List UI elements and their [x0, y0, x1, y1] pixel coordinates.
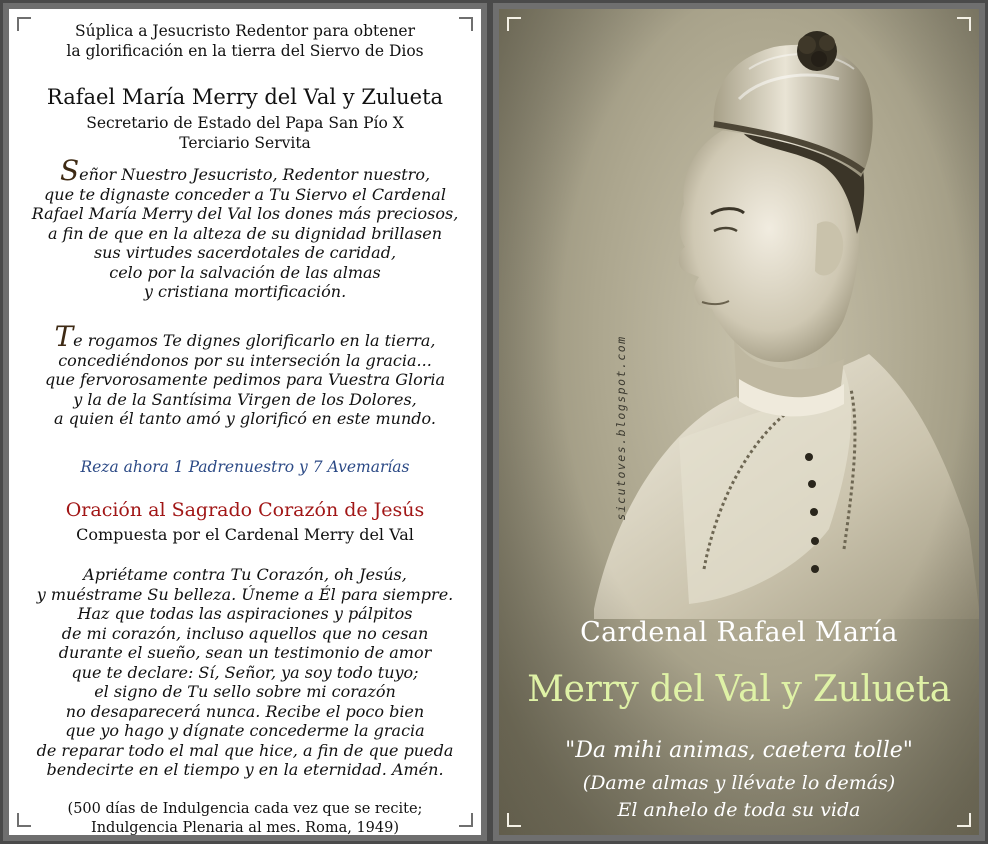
intro-line: Súplica a Jesucristo Redentor para obtener	[74, 22, 416, 40]
intro-text	[9, 21, 481, 61]
footnote-line: (500 días de Indulgencia cada vez que se recite;	[67, 801, 423, 817]
subtitle-line: Secretario de Estado del Papa San Pío X	[86, 114, 404, 132]
cardinal-portrait	[499, 9, 979, 835]
supplication-prayer	[9, 154, 481, 302]
portrait-card-frame	[493, 3, 985, 841]
drop-cap: S	[59, 154, 80, 187]
prayer-line: a quien él tanto amó y glorificó en este mundo.	[54, 409, 436, 428]
cardinal-title: Cardenal Rafael María	[580, 617, 898, 648]
prayer-line: Te rogamos Te dignes glorificarlo en la tierra,	[54, 320, 436, 353]
prayer-line: y la de la Santísima Virgen de los Dolores,	[73, 389, 417, 409]
prayer-line: concediéndonos por su interseción la gracia...	[58, 350, 432, 370]
prayer-line: Haz que todas las aspiraciones y pálpitos	[77, 604, 413, 623]
cardinal-name: Merry del Val y Zulueta	[527, 669, 951, 710]
sacred-heart-prayer-title: Oración al Sagrado Corazón de Jesús	[65, 499, 425, 521]
prayer-card	[9, 9, 481, 835]
prayer-line: que fervorosamente pedimos para Vuestra Gloria	[44, 370, 446, 389]
servant-name: Rafael María Merry del Val y Zulueta	[46, 85, 444, 109]
corner-ornament	[507, 17, 521, 31]
prayer-line: que te dignaste conceder a Tu Siervo el Cardenal	[44, 184, 446, 204]
prayer-line: de mi corazón, incluso aquellos que no cesan	[61, 623, 429, 643]
motto-translation: (Dame almas y llévate lo demás)	[582, 772, 896, 794]
prayer-line: Apriétame contra Tu Corazón, oh Jesús,	[83, 565, 407, 584]
blog-watermark: sicutoves.blogspot.com	[614, 335, 628, 521]
prayer-line: de reparar todo el mal que hice, a fin de que pueda	[36, 740, 454, 760]
drop-cap: T	[54, 320, 74, 353]
portrait-card	[499, 9, 979, 835]
sacred-heart-prayer-author: Compuesta por el Cardenal Merry del Val	[76, 525, 414, 544]
reza-instruction: Reza ahora 1 Padrenuestro y 7 Avemarías	[80, 458, 410, 476]
intro-line: la glorificación en la tierra del Siervo de Dios	[66, 42, 424, 60]
corner-ornament	[957, 17, 971, 31]
glorification-prayer	[9, 320, 481, 429]
subtitle-line: Terciario Servita	[179, 134, 311, 152]
prayer-line: durante el sueño, sean un testimonio de amor	[58, 643, 432, 662]
prayer-line: el signo de Tu sello sobre mi corazón	[94, 682, 396, 701]
motto-caption: El anhelo de toda su vida	[617, 799, 861, 821]
motto: "Da mihi animas, caetera tolle"	[565, 738, 913, 763]
prayer-line: y cristiana mortificación.	[143, 282, 347, 301]
prayer-line: no desaparecerá nunca. Recibe el poco bien	[65, 701, 425, 721]
prayer-line: sus virtudes sacerdotales de caridad,	[93, 243, 397, 262]
prayer-line: que yo hago y dígnate concederme la gracia	[65, 721, 425, 740]
prayer-card-frame	[3, 3, 487, 841]
footnote-line: Indulgencia Plenaria al mes. Roma, 1949)	[90, 820, 400, 836]
prayer-line: bendecirte en el tiempo y en la eternidad. Amén.	[46, 760, 444, 779]
prayer-line: Rafael María Merry del Val los dones más preciosos,	[31, 204, 459, 223]
servant-subtitle	[9, 113, 481, 153]
prayer-line: que te declare: Sí, Señor, ya soy todo tuyo;	[71, 662, 419, 682]
prayer-line: a fin de que en la alteza de su dignidad brillasen	[47, 223, 443, 243]
prayer-line: y muéstrame Su belleza. Úneme a Él para siempre.	[36, 584, 454, 604]
sacred-heart-prayer	[9, 565, 481, 780]
prayer-line: Señor Nuestro Jesucristo, Redentor nuestro,	[59, 154, 431, 187]
indulgence-note	[9, 800, 481, 838]
prayer-line: celo por la salvación de las almas	[109, 262, 381, 282]
